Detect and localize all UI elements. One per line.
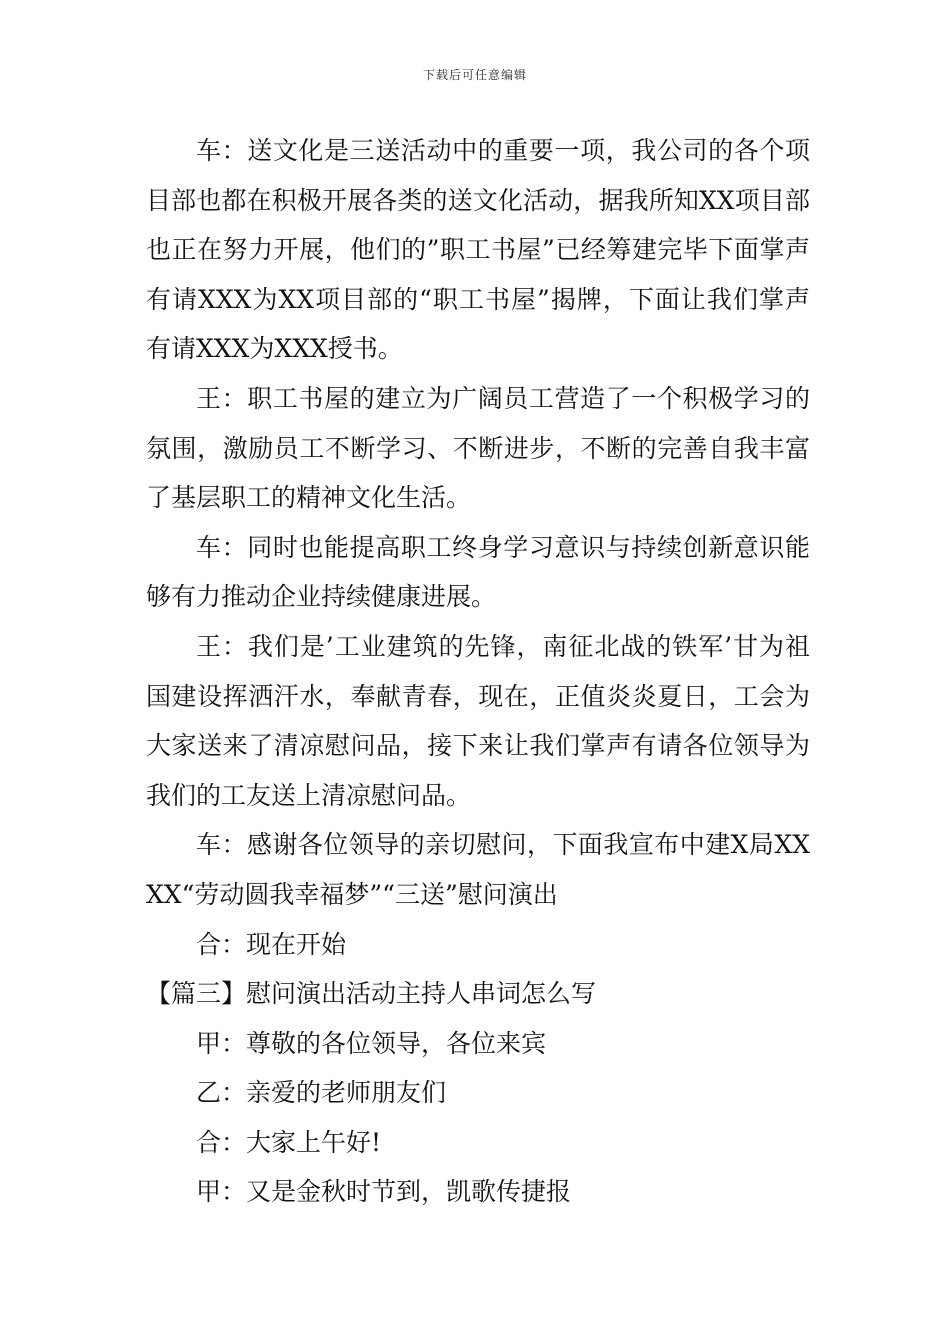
paragraph-2: 王：职工书屋的建立为广阔员工营造了一个积极学习的氛围，激励员工不断学习、不断进步，不断的完善自我丰富了基层职工的精神文化生活。 <box>146 383 810 513</box>
section-heading: 【篇三】慰问演出活动主持人串词怎么写 <box>146 979 597 1009</box>
paragraph-5: 车：感谢各位领导的亲切慰问，下面我宣布中建X局XXXX“劳动圆我幸福梦”“三送”慰问演出 <box>146 830 810 909</box>
paragraph-10: 甲：又是金秋时节到，凯歌传捷报 <box>196 1177 572 1207</box>
document-body <box>146 126 810 1217</box>
paragraph-1: 车：送文化是三送活动中的重要一项，我公司的各个项目部也都在积极开展各类的送文化活动，据我所知XX项目部也正在努力开展，他们的”职工书屋”已经筹建完毕下面掌声有请XXX为XX项目部的“职工书屋”揭牌，下面让我们掌声有请XXX为XXX授书。 <box>146 136 810 364</box>
page-header: 下载后可任意编辑 <box>422 68 527 82</box>
paragraph-9: 合：大家上午好! <box>196 1127 382 1157</box>
paragraph-6: 合：现在开始 <box>196 929 347 959</box>
paragraph-3: 车：同时也能提高职工终身学习意识与持续创新意识能够有力推动企业持续健康进展。 <box>146 532 810 612</box>
paragraph-8: 乙：亲爱的老师朋友们 <box>196 1078 447 1108</box>
paragraph-7: 甲：尊敬的各位领导，各位来宾 <box>196 1028 547 1058</box>
paragraph-4: 王：我们是’工业建筑的先锋，南征北战的铁军’甘为祖国建设挥洒汗水，奉献青春，现在，正值炎炎夏日，工会为大家送来了清凉慰问品，接下来让我们掌声有请各位领导为我们的工友送上清凉慰问品。 <box>146 631 810 810</box>
